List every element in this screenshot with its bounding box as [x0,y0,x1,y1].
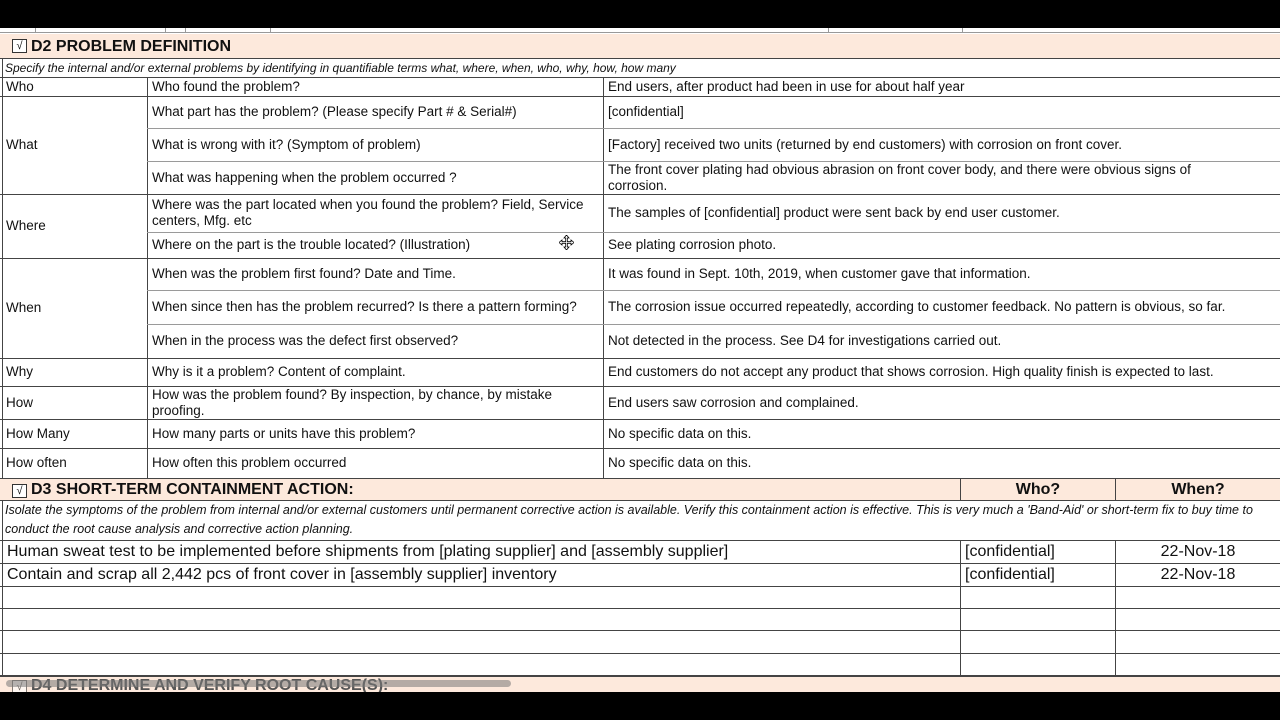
answer-cell[interactable]: No specific data on this. [608,455,752,470]
group-how: How [6,394,34,410]
answer-cell[interactable]: End customers do not accept any product that shows corrosion. High quality finish is expected to last. [608,364,1214,379]
answer-cell[interactable]: [Factory] received two units (returned by end customers) with corrosion on front cover. [608,136,1122,152]
question-cell[interactable]: How was the problem found? By inspection, by chance, by mistake proofing. [152,386,552,418]
answer-cell[interactable]: End users saw corrosion and complained. [608,394,859,410]
group-how-often: How often [6,455,67,470]
when-cell[interactable]: 22-Nov-18 [1160,542,1236,560]
d2-instruction: Specify the internal and/or external problems by identifying in quantifiable terms what, where, when, who, why, how, how many [5,61,676,75]
answer-cell[interactable]: The corrosion issue occurred repeatedly, according to customer feedback. No pattern is obvious, so far. [608,299,1226,314]
answer-cell[interactable]: [confidential] [608,104,684,119]
question-cell[interactable]: When in the process was the defect first observed? [152,333,459,348]
group-when: When [6,300,42,315]
question-cell[interactable]: What is wrong with it? (Symptom of problem) [152,136,421,152]
question-cell[interactable]: Where on the part is the trouble located? (Illustration) [152,237,471,252]
group-who: Who [6,79,34,94]
move-cursor-icon [559,235,574,250]
when-cell[interactable]: 22-Nov-18 [1160,565,1236,583]
group-where: Where [6,218,46,233]
answer-cell[interactable]: The samples of [confidential] product were sent back by end user customer. [608,205,1060,220]
action-cell[interactable]: Contain and scrap all 2,442 pcs of front cover in [assembly supplier] inventory [7,565,557,583]
d2-checkbox[interactable]: √ [12,39,27,53]
who-column-header: Who? [1015,481,1061,498]
who-cell[interactable]: [confidential] [965,565,1055,583]
question-cell[interactable]: What was happening when the problem occurred ? [152,169,457,185]
answer-cell[interactable]: See plating corrosion photo. [608,237,777,252]
group-how-many: How Many [6,425,70,441]
question-cell[interactable]: When was the problem first found? Date and Time. [152,266,456,281]
group-what: What [6,137,38,152]
question-cell[interactable]: Why is it a problem? Content of complaint. [152,364,406,379]
answer-cell[interactable]: Not detected in the process. See D4 for investigations carried out. [608,333,1002,348]
answer-cell[interactable]: It was found in Sept. 10th, 2019, when customer gave that information. [608,266,1031,281]
d3-section-title: D3 SHORT-TERM CONTAINMENT ACTION: [31,481,354,498]
answer-cell[interactable]: End users, after product had been in use for about half year [608,78,965,94]
question-cell[interactable]: When since then has the problem recurred? Is there a pattern forming? [152,299,577,314]
spreadsheet-sheet [0,28,1280,692]
answer-cell[interactable]: The front cover plating had obvious abrasion on front cover body, and there were obvious signs of corrosion. [608,161,1191,193]
who-cell[interactable]: [confidential] [965,542,1055,560]
question-cell[interactable]: Who found the problem? [152,78,300,94]
d2-section-title: D2 PROBLEM DEFINITION [31,38,232,55]
question-cell[interactable]: How many parts or units have this problem? [152,425,416,441]
horizontal-scrollbar-thumb[interactable] [6,680,511,687]
when-column-header: When? [1171,481,1225,498]
d3-checkbox[interactable]: √ [12,484,27,498]
question-cell[interactable]: What part has the problem? (Please specify Part # & Serial#) [152,104,517,119]
answer-cell[interactable]: No specific data on this. [608,425,752,441]
question-cell[interactable]: Where was the part located when you found the problem? Field, Service centers, Mfg. etc [152,197,584,228]
group-why: Why [6,364,33,379]
question-cell[interactable]: How often this problem occurred [152,455,347,470]
d3-instruction: Isolate the symptoms of the problem from internal and/or external customers until permanent corrective action is available. Verify this containment action is effective. This is very much a 'Band-Aid' or short-term fix to buy time to conduct the root cause analysis and corrective action planning. [5,503,1253,536]
action-cell[interactable]: Human sweat test to be implemented before shipments from [plating supplier] and [assembly supplier] [7,542,729,560]
